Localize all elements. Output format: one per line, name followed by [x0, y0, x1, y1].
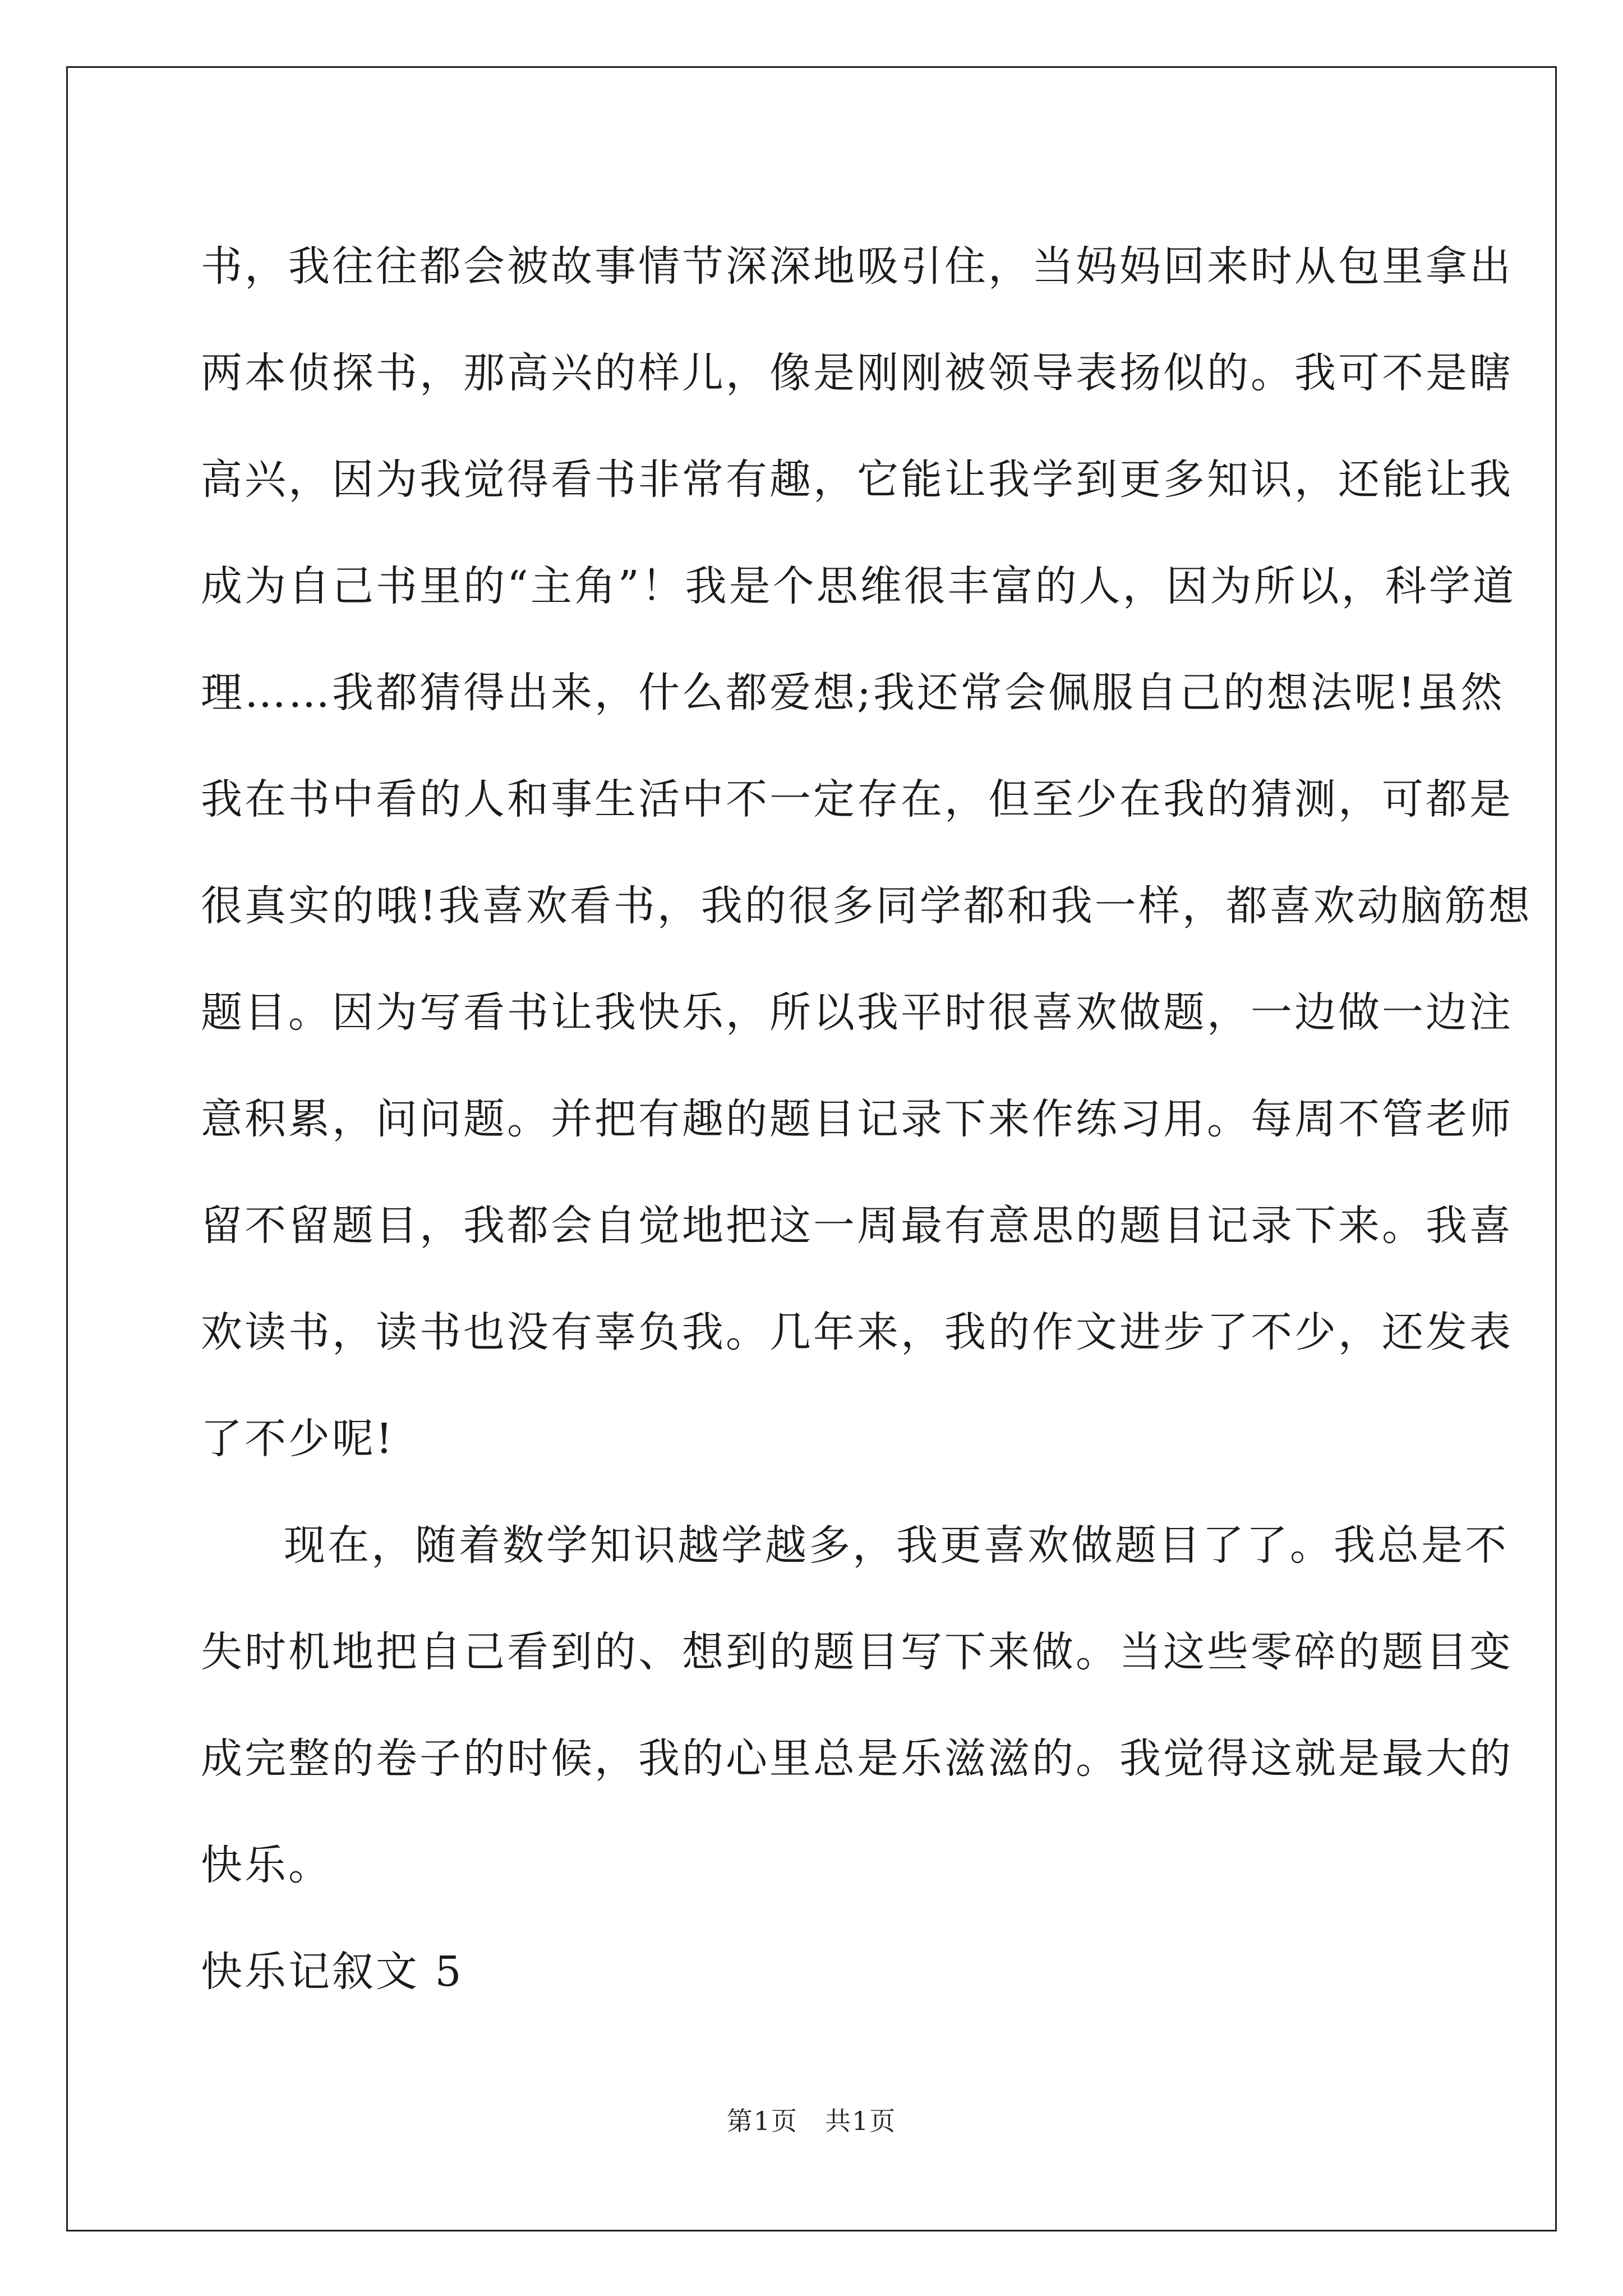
- paragraph-2: [201, 1492, 1513, 1918]
- text-line: 快乐。: [201, 1841, 332, 1889]
- page-number-label: 第1页 共1页: [726, 2106, 897, 2136]
- text-line: 成为自己书里的“主角”！我是个思维很丰富的人，因为所以，科学道: [201, 562, 1516, 610]
- text-line: 很真实的哦!我喜欢看书，我的很多同学都和我一样，都喜欢动脑筋想: [201, 882, 1532, 930]
- section-heading: 快乐记叙文 5: [201, 1948, 464, 1996]
- text-line: 我在书中看的人和事生活中不一定存在，但至少在我的猜测，可都是: [201, 775, 1513, 823]
- text-line: 欢读书，读书也没有辜负我。几年来，我的作文进步了不少，还发表: [201, 1308, 1513, 1356]
- page-footer: [0, 2101, 1623, 2138]
- text-line: 失时机地把自己看到的、想到的题目写下来做。当这些零碎的题目变: [201, 1628, 1513, 1676]
- text-line: 题目。因为写看书让我快乐，所以我平时很喜欢做题，一边做一边注: [201, 988, 1513, 1037]
- text-line: 高兴，因为我觉得看书非常有趣，它能让我学到更多知识，还能让我: [201, 455, 1513, 504]
- text-line: 留不留题目，我都会自觉地把这一周最有意思的题目记录下来。我喜: [201, 1202, 1513, 1250]
- paragraph-1: [201, 213, 1532, 1492]
- text-line: 现在，随着数学知识越学越多，我更喜欢做题目了了。我总是不: [284, 1521, 1509, 1570]
- text-line: 意积累，问问题。并把有趣的题目记录下来作练习用。每周不管老师: [201, 1095, 1513, 1143]
- text-line: 两本侦探书，那高兴的样儿，像是刚刚被领导表扬似的。我可不是瞎: [201, 349, 1513, 397]
- text-line: 成完整的卷子的时候，我的心里总是乐滋滋的。我觉得这就是最大的: [201, 1734, 1513, 1783]
- document-body: [201, 213, 1532, 2025]
- text-line: 理……我都猜得出来，什么都爱想;我还常会佩服自己的想法呢!虽然: [201, 669, 1505, 717]
- text-line: 了不少呢!: [201, 1415, 395, 1463]
- text-line: 书，我往往都会被故事情节深深地吸引住，当妈妈回来时从包里拿出: [201, 242, 1513, 291]
